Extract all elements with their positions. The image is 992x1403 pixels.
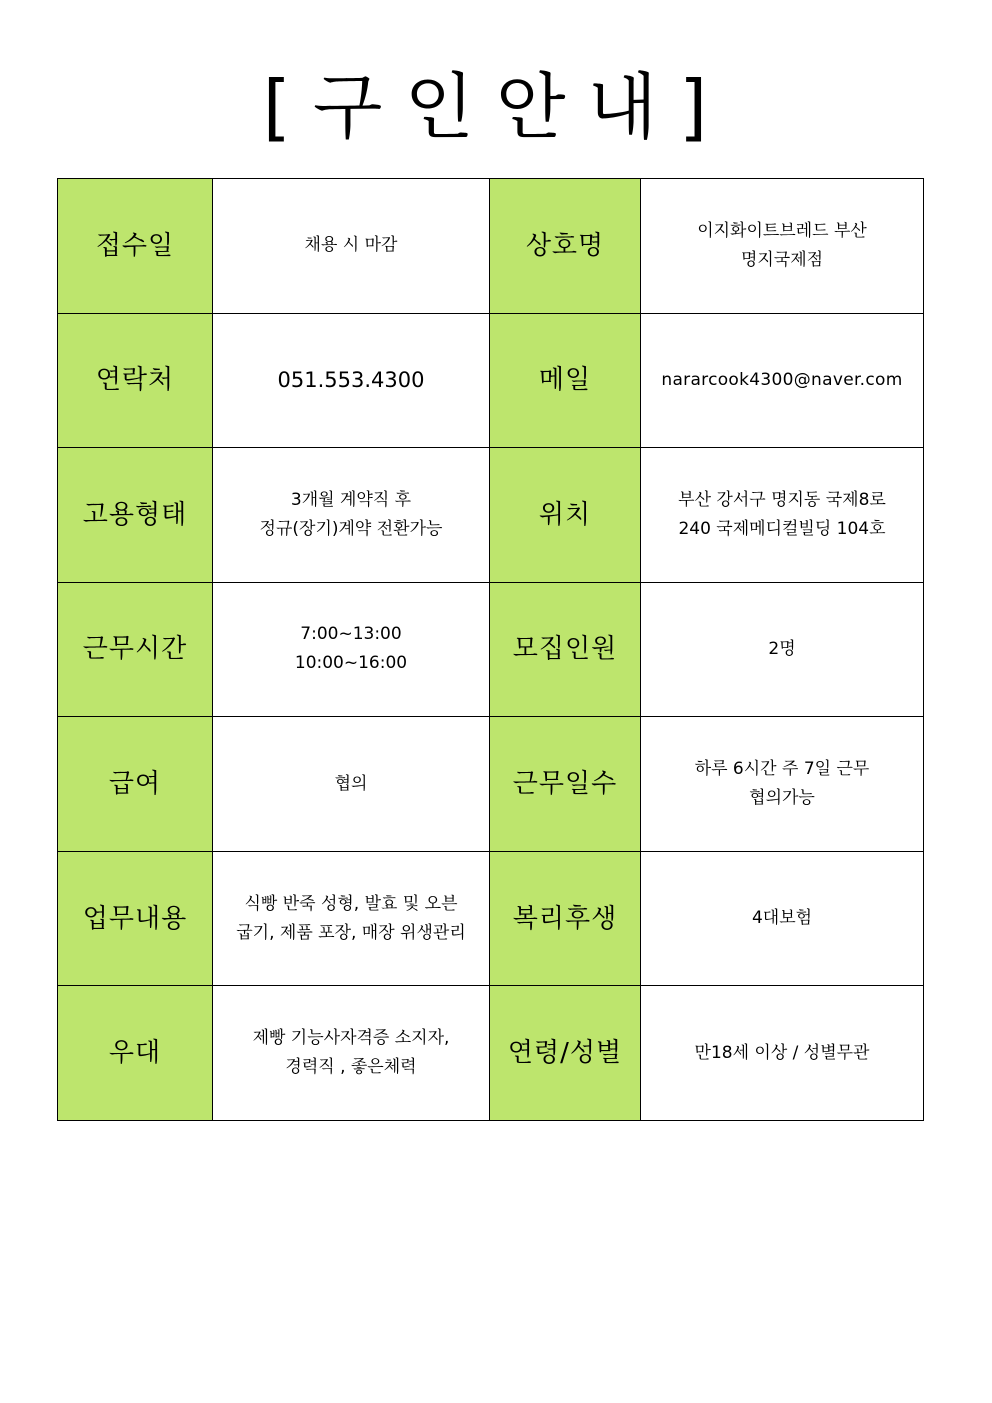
contact-value bbox=[213, 313, 490, 448]
row-contact bbox=[58, 313, 924, 448]
location-line-2: 240 국제메디컬빌딩 104호 bbox=[678, 518, 886, 539]
company-name-line-2: 명지국제점 bbox=[740, 249, 824, 270]
job-duties-line-1: 식빵 반죽 성형, 발효 및 오븐 bbox=[244, 893, 458, 914]
job-duties-value bbox=[213, 851, 490, 986]
work-hours-value bbox=[213, 582, 490, 717]
preference-line-2: 경력직 , 좋은체력 bbox=[285, 1057, 417, 1078]
benefits-label: 복리후생 bbox=[490, 851, 641, 986]
work-days-line-1: 하루 6시간 주 7일 근무 bbox=[694, 759, 870, 780]
age-gender-label: 연령/성별 bbox=[490, 986, 641, 1121]
headcount-line: 2명 bbox=[768, 638, 796, 659]
contact-label: 연락처 bbox=[58, 313, 213, 448]
row-reception-date bbox=[58, 179, 924, 314]
salary-label: 급여 bbox=[58, 717, 213, 852]
salary-line: 협의 bbox=[334, 773, 368, 794]
employment-type-label: 고용형태 bbox=[58, 448, 213, 583]
company-name-value bbox=[641, 179, 924, 314]
preference-line-1: 제빵 기능사자격증 소지자, bbox=[252, 1028, 450, 1049]
work-hours-label: 근무시간 bbox=[58, 582, 213, 717]
work-days-label: 근무일수 bbox=[490, 717, 641, 852]
page-title: [구인안내] bbox=[262, 65, 730, 149]
job-duties-line-2: 굽기, 제품 포장, 매장 위생관리 bbox=[236, 922, 466, 943]
row-salary bbox=[58, 717, 924, 852]
preference-value bbox=[213, 986, 490, 1121]
headcount-label: 모집인원 bbox=[490, 582, 641, 717]
preference-label: 우대 bbox=[58, 986, 213, 1121]
job-duties-label: 업무내용 bbox=[58, 851, 213, 986]
email-label: 메일 bbox=[490, 313, 641, 448]
email-value bbox=[641, 313, 924, 448]
row-preference bbox=[58, 986, 924, 1121]
employment-type-value bbox=[213, 448, 490, 583]
work-days-value bbox=[641, 717, 924, 852]
headcount-value bbox=[641, 582, 924, 717]
employment-type-line-1: 3개월 계약직 후 bbox=[290, 489, 412, 510]
work-days-line-2: 협의가능 bbox=[749, 788, 815, 809]
phone-number: 051.553.4300 bbox=[277, 367, 425, 392]
email-address: nararcook4300@naver.com bbox=[661, 369, 903, 390]
location-label: 위치 bbox=[490, 448, 641, 583]
salary-value bbox=[213, 717, 490, 852]
row-employment-type bbox=[58, 448, 924, 583]
work-hours-line-2: 10:00~16:00 bbox=[294, 653, 408, 674]
reception-date-value bbox=[213, 179, 490, 314]
location-line-1: 부산 강서구 명지동 국제8로 bbox=[678, 489, 886, 510]
age-gender-line: 만18세 이상 / 성별무관 bbox=[694, 1042, 870, 1063]
job-info-table bbox=[57, 178, 924, 1121]
employment-type-line-2: 정규(장기)계약 전환가능 bbox=[259, 518, 443, 539]
benefits-value bbox=[641, 851, 924, 986]
work-hours-line-1: 7:00~13:00 bbox=[300, 624, 402, 645]
row-work-hours bbox=[58, 582, 924, 717]
reception-date-label: 접수일 bbox=[58, 179, 213, 314]
location-value bbox=[641, 448, 924, 583]
benefits-line: 4대보험 bbox=[751, 908, 813, 929]
row-job-duties bbox=[58, 851, 924, 986]
company-name-line-1: 이지화이트브레드 부산 bbox=[697, 220, 867, 241]
age-gender-value bbox=[641, 986, 924, 1121]
reception-date-line: 채용 시 마감 bbox=[304, 235, 398, 256]
company-name-label: 상호명 bbox=[490, 179, 641, 314]
